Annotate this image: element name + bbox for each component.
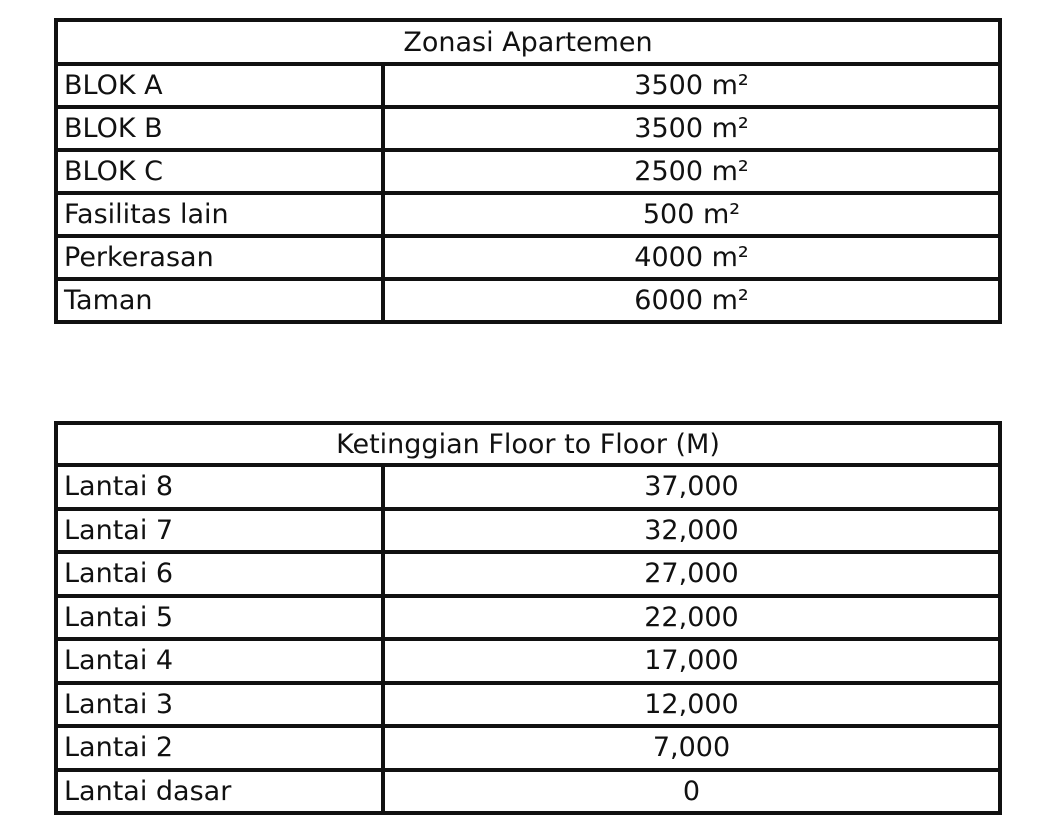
table-row: [56, 465, 1000, 509]
row-value: 17,000: [383, 639, 1000, 683]
table-row: [56, 236, 1000, 279]
zonasi-table: [54, 18, 1002, 324]
row-value: 2500 m²: [383, 150, 1000, 193]
row-label: Taman: [56, 279, 383, 322]
row-value: 3500 m²: [383, 64, 1000, 107]
row-value: 12,000: [383, 683, 1000, 727]
row-value: 500 m²: [383, 193, 1000, 236]
table-row: [56, 150, 1000, 193]
row-value: 6000 m²: [383, 279, 1000, 322]
row-value: 7,000: [383, 726, 1000, 770]
row-label: BLOK B: [56, 107, 383, 150]
row-value: 37,000: [383, 465, 1000, 509]
table-row: [56, 279, 1000, 322]
row-value: 3500 m²: [383, 107, 1000, 150]
row-label: Lantai dasar: [56, 770, 383, 814]
row-label: Lantai 5: [56, 596, 383, 640]
table-row: [56, 552, 1000, 596]
table-row: [56, 770, 1000, 814]
table-row: [56, 509, 1000, 553]
row-value: 22,000: [383, 596, 1000, 640]
row-value: 4000 m²: [383, 236, 1000, 279]
row-value: 0: [383, 770, 1000, 814]
row-label: Lantai 3: [56, 683, 383, 727]
row-label: Fasilitas lain: [56, 193, 383, 236]
table-row: [56, 683, 1000, 727]
row-label: Lantai 4: [56, 639, 383, 683]
ketinggian-title: Ketinggian Floor to Floor (M): [56, 423, 1000, 465]
table-row: [56, 193, 1000, 236]
zonasi-title: Zonasi Apartemen: [56, 20, 1000, 64]
row-label: Lantai 2: [56, 726, 383, 770]
row-label: Lantai 7: [56, 509, 383, 553]
row-label: Lantai 6: [56, 552, 383, 596]
row-label: Lantai 8: [56, 465, 383, 509]
ketinggian-title-row: [56, 423, 1000, 465]
table-row: [56, 639, 1000, 683]
ketinggian-table: [54, 421, 1002, 815]
table-row: [56, 107, 1000, 150]
zonasi-title-row: [56, 20, 1000, 64]
table-row: [56, 726, 1000, 770]
table-row: [56, 64, 1000, 107]
row-label: Perkerasan: [56, 236, 383, 279]
row-label: BLOK A: [56, 64, 383, 107]
row-value: 32,000: [383, 509, 1000, 553]
table-row: [56, 596, 1000, 640]
row-value: 27,000: [383, 552, 1000, 596]
row-label: BLOK C: [56, 150, 383, 193]
